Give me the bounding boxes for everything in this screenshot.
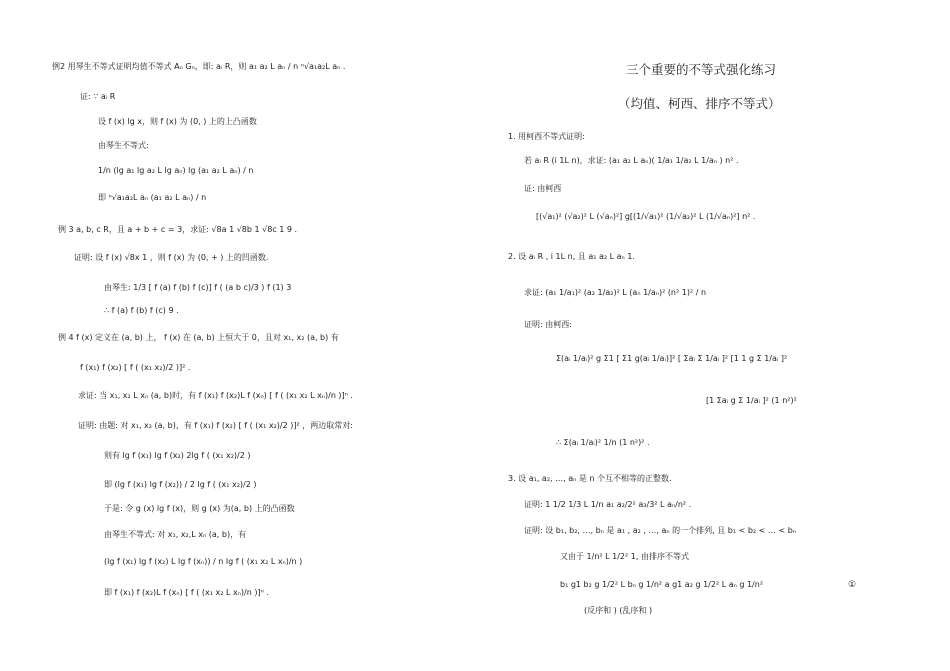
problem-3-line: 又由于 1/n² L 1/2² 1, 由排序不等式: [560, 552, 689, 561]
example-3-proof: 证明: 设 f (x) √8x 1 ，则 f (x) 为 (0, + ) 上的凹函数.: [74, 253, 269, 262]
problem-2-heading: 2. 设 aᵢ R , i 1L n, 且 a₁ a₂ L aₙ 1.: [508, 252, 635, 261]
example-3-formula: 由琴生: 1/3 [ f (a) f (b) f (c)] f ( (a b c)/3 ) f (1) 3: [104, 283, 292, 292]
problem-1-proof-start: 证: 由柯西: [524, 184, 562, 193]
example-2-line: 设 f (x) lg x，则 f (x) 为 (0, ) 上的上凸函数: [98, 117, 257, 126]
example-2-conclusion: 即 ⁿ√a₁a₂L aₙ (a₁ a₂ L aₙ) / n: [98, 193, 207, 202]
example-2-proof-start: 证: ∵ aᵢ R: [80, 92, 116, 101]
example-2-statement: 例2 用琴生不等式证明均值不等式 Aₙ Gₙ，即: aᵢ R，则 a₁ a₂ L aₙ / n ⁿ√a₁a₂L aₙ .: [52, 62, 346, 71]
problem-3-proof: 证明: 设 b₁, b₂, …, bₙ 是 a₁ , a₂ , …, aₙ 的一个排列, 且 b₁ < b₂ < … < bₙ: [524, 526, 796, 535]
problem-3-formula: b₁ g1 b₂ g 1/2² L bₙ g 1/n² a g1 a₂ g 1/2² L aₙ g 1/n²: [560, 580, 764, 589]
example-3-conclusion: ∴ f (a) f (b) f (c) 9 .: [104, 306, 179, 315]
page-title: 三个重要的不等式强化练习: [626, 62, 777, 77]
example-3-statement: 例 3 a, b, c R，且 a + b + c = 3，求证: √8a 1 √8b 1 √8c 1 9 .: [58, 225, 298, 234]
example-4-formula: (lg f (x₁) lg f (x₂) L lg f (xₙ)) / n lg f ( (x₁ x₂ L xₙ)/n ): [104, 557, 303, 566]
example-4-condition: f (x₁) f (x₂) [ f ( (x₁ x₂)/2 )]² .: [80, 363, 191, 372]
problem-2-conclusion: ∴ Σ(aᵢ 1/aᵢ)² 1/n (1 n²)² .: [556, 438, 650, 447]
problem-1-statement: 若 aᵢ R (i 1L n)，求证: (a₁ a₂ L aₙ)( 1/a₁ 1/a₂ L 1/aₙ ) n² .: [524, 156, 739, 165]
problem-2-formula: Σ(aᵢ 1/aᵢ)² g Σ1 [ Σ1 g(aᵢ 1/aᵢ)]² [ Σaᵢ Σ 1/aᵢ ]² [1 1 g Σ 1/aᵢ ]²: [556, 354, 788, 363]
problem-2-claim: 求证: (a₁ 1/a₁)² (a₂ 1/a₂)² L (aₙ 1/aₙ)² (n² 1)² / n: [524, 288, 707, 297]
example-4-claim: 求证: 当 x₁, x₂ L xₙ (a, b)时，有 f (x₁) f (x₂)L f (xₙ) [ f ( (x₁ x₂ L xₙ)/n )]ⁿ .: [78, 391, 353, 400]
example-4-conclusion: 即 f (x₁) f (x₂)L f (xₙ) [ f ( (x₁ x₂ L xₙ)/n )]ⁿ .: [104, 588, 269, 597]
problem-3-heading: 3. 设 a₁, a₂, …, aₙ 是 n 个互不相等的正整数.: [508, 474, 672, 483]
example-4-line: 由琴生不等式: 对 x₁, x₂,L xₙ (a, b)，有: [104, 530, 247, 539]
problem-2-proof-start: 证明: 由柯西:: [524, 320, 572, 329]
example-4-line: 则有 lg f (x₁) lg f (x₂) 2lg f ( (x₁ x₂)/2 ): [104, 451, 251, 460]
example-2-formula: 1/n (lg a₁ lg a₂ L lg aₙ) lg (a₁ a₂ L aₙ) / n: [98, 166, 254, 175]
circled-number-one: ①: [848, 580, 857, 590]
example-4-line: 于是: 令 g (x) lg f (x)，则 g (x) 为(a, b) 上的凸函数: [104, 504, 295, 513]
problem-2-formula: [1 Σaᵢ g Σ 1/aᵢ ]² (1 n²)²: [706, 396, 797, 405]
problem-3-claim: 证明: 1 1/2 1/3 L 1/n a₁ a₂/2² a₃/3² L aₙ/n² .: [524, 500, 692, 509]
example-4-statement: 例 4 f (x) 定义在 (a, b) 上， f (x) 在 (a, b) 上恒大于 0，且对 x₁, x₂ (a, b) 有: [58, 333, 339, 342]
example-4-proof: 证明: 由题: 对 x₁, x₂ (a, b)，有 f (x₁) f (x₂) [ f ( (x₁ x₂)/2 )]² ，两边取常对:: [78, 421, 353, 430]
problem-1-heading: 1. 用柯西不等式证明:: [508, 132, 585, 141]
example-2-line: 由琴生不等式:: [98, 141, 149, 150]
problem-3-sum-labels: (反序和 ) (乱序和 ): [584, 606, 653, 615]
problem-1-formula: [(√a₁)² (√a₂)² L (√aₙ)²] g[(1/√a₁)² (1/√a₂)² L (1/√aₙ)²] n² .: [536, 212, 756, 221]
page-subtitle: （均值、柯西、排序不等式）: [618, 96, 781, 111]
example-4-line: 即 (lg f (x₁) lg f (x₂)) / 2 lg f ( (x₁ x₂)/2 ): [104, 480, 257, 489]
